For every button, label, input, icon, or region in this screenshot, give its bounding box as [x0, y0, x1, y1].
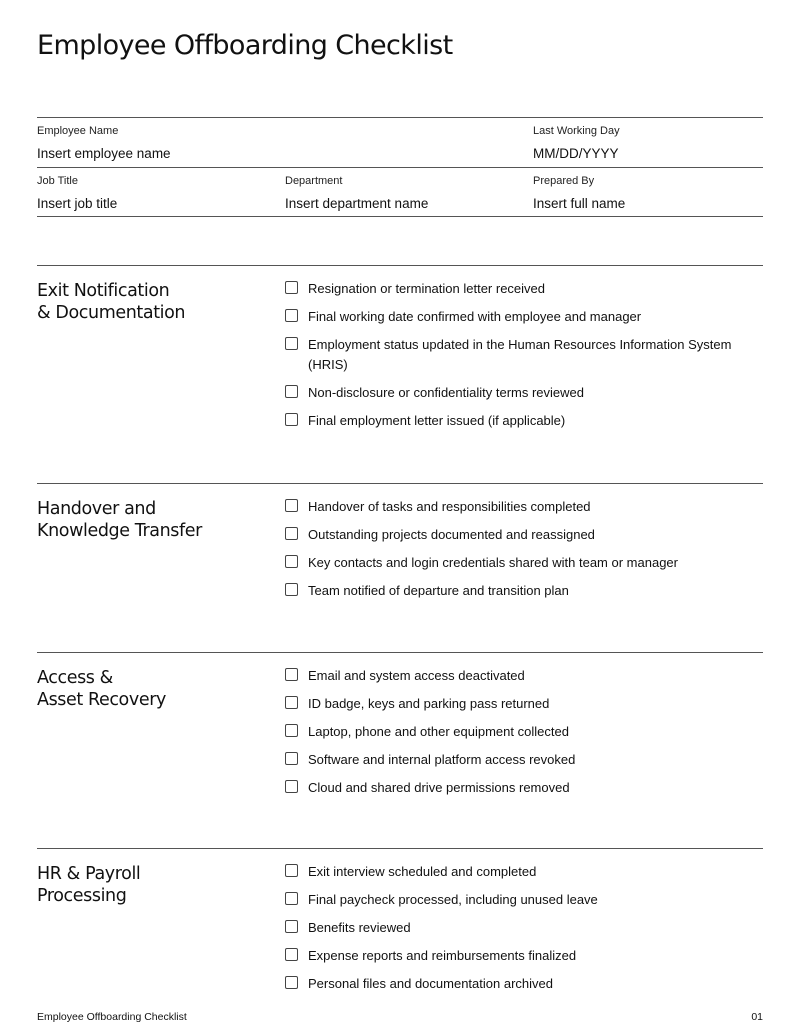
checkbox[interactable]: [285, 780, 298, 793]
checkbox[interactable]: [285, 385, 298, 398]
checkbox[interactable]: [285, 864, 298, 877]
section-access-asset-recovery: [37, 652, 763, 832]
section-handover: [37, 483, 763, 633]
checklist-item[interactable]: Outstanding projects documented and reassigned: [285, 525, 763, 545]
section-exit-notification: [37, 265, 763, 455]
checklist-item[interactable]: Exit interview scheduled and completed: [285, 862, 763, 882]
prepared-by-value[interactable]: Insert full name: [533, 196, 626, 211]
section-heading: Access & Asset Recovery: [37, 668, 166, 710]
employee-name-label: Employee Name: [37, 125, 119, 137]
checklist-item[interactable]: Expense reports and reimbursements finalized: [285, 946, 763, 966]
checklist-item[interactable]: Resignation or termination letter received: [285, 279, 763, 299]
job-title-value[interactable]: Insert job title: [37, 196, 118, 211]
checklist-item[interactable]: Non-disclosure or confidentiality terms reviewed: [285, 383, 763, 403]
department-value[interactable]: Insert department name: [285, 196, 429, 211]
footer-page-number: 01: [751, 1011, 763, 1023]
checkbox[interactable]: [285, 920, 298, 933]
checklist: [285, 279, 763, 439]
checkbox[interactable]: [285, 696, 298, 709]
info-row-2: [37, 167, 763, 217]
checklist-item[interactable]: Team notified of departure and transition plan: [285, 581, 763, 601]
employee-info-table: [37, 117, 763, 217]
employee-name-value[interactable]: Insert employee name: [37, 146, 171, 161]
checkbox[interactable]: [285, 892, 298, 905]
checkbox[interactable]: [285, 948, 298, 961]
checklist: [285, 666, 763, 806]
checklist-item[interactable]: ID badge, keys and parking pass returned: [285, 694, 763, 714]
section-heading: Exit Notification & Documentation: [37, 281, 186, 323]
checklist-item[interactable]: Final working date confirmed with employee and manager: [285, 307, 763, 327]
checkbox[interactable]: [285, 281, 298, 294]
info-row-1: [37, 117, 763, 167]
checkbox[interactable]: [285, 309, 298, 322]
checklist-item[interactable]: Software and internal platform access revoked: [285, 750, 763, 770]
checklist-item[interactable]: Final paycheck processed, including unused leave: [285, 890, 763, 910]
section-heading: HR & Payroll Processing: [37, 864, 141, 906]
checkbox[interactable]: [285, 555, 298, 568]
checklist-item[interactable]: Benefits reviewed: [285, 918, 763, 938]
prepared-by-label: Prepared By: [533, 175, 595, 187]
checkbox[interactable]: [285, 337, 298, 350]
checkbox[interactable]: [285, 413, 298, 426]
last-working-day-label: Last Working Day: [533, 125, 620, 137]
checkbox[interactable]: [285, 976, 298, 989]
checkbox[interactable]: [285, 583, 298, 596]
section-heading: Handover and Knowledge Transfer: [37, 499, 202, 541]
checklist-item[interactable]: Handover of tasks and responsibilities completed: [285, 497, 763, 517]
section-hr-payroll: [37, 848, 763, 998]
job-title-label: Job Title: [37, 175, 78, 187]
checkbox[interactable]: [285, 724, 298, 737]
checkbox[interactable]: [285, 499, 298, 512]
checkbox[interactable]: [285, 527, 298, 540]
footer-document-name: Employee Offboarding Checklist: [37, 1011, 187, 1023]
checklist: [285, 497, 763, 609]
checkbox[interactable]: [285, 752, 298, 765]
checklist-item[interactable]: Cloud and shared drive permissions removed: [285, 778, 763, 798]
checklist-item[interactable]: Personal files and documentation archived: [285, 974, 763, 994]
checklist-item[interactable]: Final employment letter issued (if applicable): [285, 411, 763, 431]
checklist-item[interactable]: Email and system access deactivated: [285, 666, 763, 686]
checkbox[interactable]: [285, 668, 298, 681]
last-working-day-value[interactable]: MM/DD/YYYY: [533, 146, 619, 161]
page-title: Employee Offboarding Checklist: [37, 30, 453, 61]
department-label: Department: [285, 175, 343, 187]
checklist: [285, 862, 763, 1002]
checklist-item[interactable]: Key contacts and login credentials shared with team or manager: [285, 553, 763, 573]
checklist-item[interactable]: Laptop, phone and other equipment collected: [285, 722, 763, 742]
checklist-item[interactable]: Employment status updated in the Human Resources Information System (HRIS): [285, 335, 763, 374]
